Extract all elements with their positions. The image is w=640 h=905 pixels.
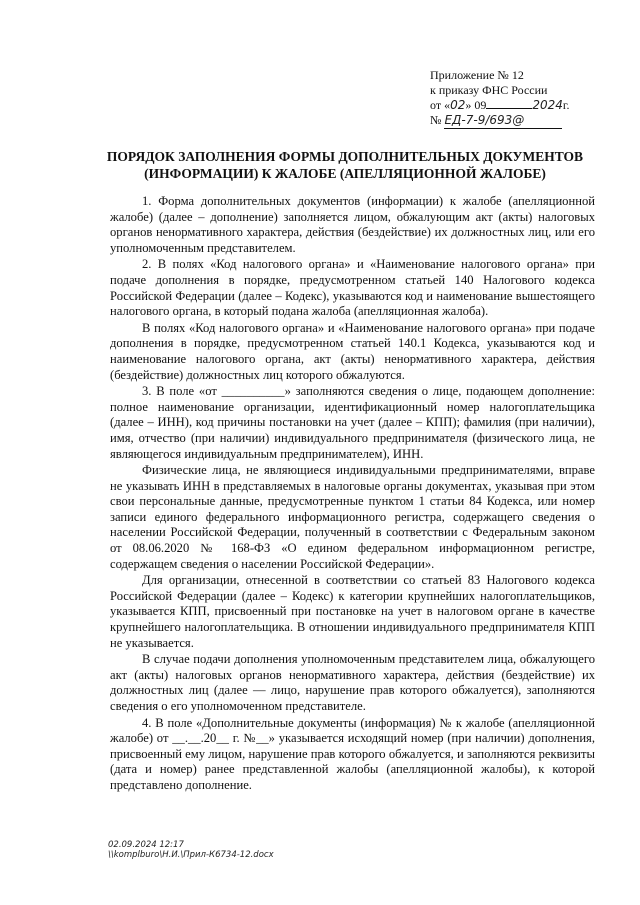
footer-timestamp: 02.09.2024 12:17 <box>108 840 184 850</box>
paragraph: 4. В поле «Дополнительные документы (информация) № к жалобе (апелляционной жалобе) от __.__.20__ г. №__» указывается исходящий номер (при наличии) дополнения, присвоенный ему лицом, нарушение прав которого обжалуется, и заполняются реквизиты (дата и номер) ранее представленной жалобы (апелляционной жалобы), к которой представлено дополнение. <box>110 715 595 792</box>
number-prefix: № <box>430 113 442 127</box>
appendix-header <box>430 68 570 129</box>
date-year-handwritten: 2024 <box>532 98 563 112</box>
date-blank <box>486 108 532 109</box>
paragraph: 2. В полях «Код налогового органа» и «Наименование налогового органа» при подаче дополнения в порядке, предусмотренном статьей 140 Налогового кодекса Российской Федерации (далее – Кодекс), указываются код и наименование вышестоящего налогового органа, в который подана жалоба (апелляционная жалоба). <box>110 257 595 319</box>
footer-filepath: \\komplburo\Н.И.\Прил-К6734-12.docx <box>108 850 274 860</box>
order-date <box>430 98 570 113</box>
paragraph: В полях «Код налогового органа» и «Наименование налогового органа» при подаче дополнения в порядке, предусмотренном статьей 140.1 Кодекса, указываются код и наименование налогового органа, акт (акты) ненормативного характера, действия (бездействие) должностных лиц которого обжалуются. <box>110 320 595 382</box>
paragraph: В случае подачи дополнения уполномоченным представителем лица, обжалующего акт (акты) налоговых органов ненормативного характера, действия (бездействие) их должностных лиц (далее — лицо, нарушение прав которого обжалуется), заполняются сведения о его уполномоченном представителе. <box>110 652 595 713</box>
date-suffix: г. <box>562 98 570 112</box>
document-title: ПОРЯДОК ЗАПОЛНЕНИЯ ФОРМЫ ДОПОЛНИТЕЛЬНЫХ ДОКУМЕНТОВ (ИНФОРМАЦИИ) К ЖАЛОБЕ (АПЕЛЛЯЦИОННОЙ ЖАЛОБЕ) <box>106 149 584 181</box>
order-number <box>430 113 570 129</box>
paragraph: Для организации, отнесенной в соответствии со статьей 83 Налогового кодекса Российской Федерации (далее – Кодекс) к категории крупнейших налогоплательщиков, указывается КПП, присвоенный при постановке на учет в налоговом органе в качестве крупнейшего налогоплательщика. В отношении индивидуального предпринимателя КПП не указывается. <box>110 573 595 650</box>
paragraph: Физические лица, не являющиеся индивидуальными предпринимателями, вправе не указывать ИНН в представляемых в налоговые органы документах, указывая при этом свои персональные данные, предусмотренные пунктом 1 статьи 84 Кодекса, или номер записи единого федерального информационного регистра, содержащего сведения о населении Российской Федерации, полученный в соответствии с Федеральным законом от 08.06.2020 № 168-ФЗ «О едином федеральном информационном регистре, содержащем сведения о населении Российской Федерации». <box>110 463 595 571</box>
file-footer <box>108 840 274 860</box>
date-day-handwritten: 02 <box>450 98 466 112</box>
appendix-line: Приложение № 12 <box>430 68 524 82</box>
number-value-handwritten: ЕД-7-9/693@ <box>444 113 562 129</box>
date-prefix: от « <box>430 98 451 112</box>
paragraph: 1. Форма дополнительных документов (информации) к жалобе (апелляционной жалобе) (далее – дополнение) заполняется лицом, обжалующим акт (акты) налоговых органов ненормативного характера, действия (бездействие) их должностных лиц, или его уполномоченным представителем. <box>110 194 595 255</box>
paragraph: 3. В поле «от __________» заполняются сведения о лице, подающем дополнение: полное наименование организации, идентификационный номер налогоплательщика (далее – ИНН), код причины постановки на учет (далее – КПП); фамилия (при наличии), имя, отчество (при наличии) индивидуального предпринимателя (физического лица, не являющегося индивидуальным предпринимателем), ИНН. <box>110 384 595 461</box>
document-body <box>110 194 595 794</box>
order-reference: к приказу ФНС России <box>430 83 548 97</box>
date-mid: » 09 <box>465 98 487 112</box>
